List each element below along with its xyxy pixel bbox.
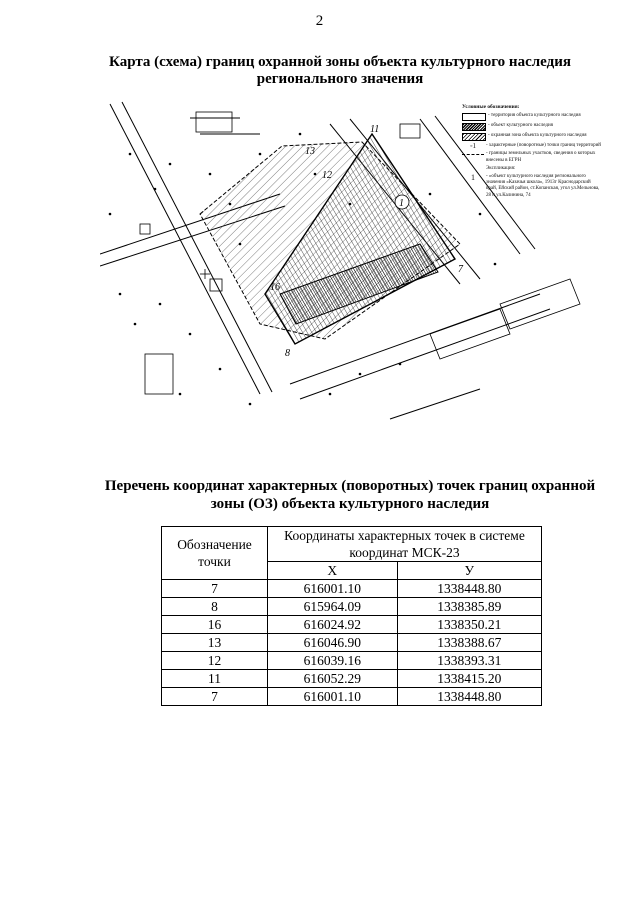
point-label-13: 13 xyxy=(305,146,315,157)
cell-point: 16 xyxy=(162,616,268,634)
header-coords: Координаты характерных точек в системе координат МСК-23 xyxy=(268,527,542,562)
point-label-8: 8 xyxy=(285,348,290,359)
header-x: X xyxy=(268,562,398,580)
cell-y: 1338393.31 xyxy=(397,652,542,670)
point-label-11: 11 xyxy=(370,124,380,135)
legend-item xyxy=(462,174,602,199)
legend-item xyxy=(462,151,602,163)
legend-circle-icon: 1 xyxy=(471,173,475,183)
cell-x: 616001.10 xyxy=(268,688,398,706)
table-row xyxy=(162,670,542,688)
map-title-line-1: Карта (схема) границ охранной зоны объекта культурного наследия xyxy=(109,54,571,70)
cell-point: 8 xyxy=(162,598,268,616)
cell-x: 616024.92 xyxy=(268,616,398,634)
legend-title: Условные обозначения: xyxy=(462,104,520,110)
cell-point: 13 xyxy=(162,634,268,652)
legend-swatch-object xyxy=(462,123,486,131)
map-title-line-2: регионального значения xyxy=(256,71,424,87)
cell-x: 616039.16 xyxy=(268,652,398,670)
cell-y: 1338415.20 xyxy=(397,670,542,688)
cell-y: 1338388.67 xyxy=(397,634,542,652)
header-y: У xyxy=(397,562,542,580)
table-row xyxy=(162,652,542,670)
legend-label: - объект культурного наследия xyxy=(488,123,553,129)
cell-x: 616052.29 xyxy=(268,670,398,688)
table-row xyxy=(162,598,542,616)
cross-marker xyxy=(200,269,210,279)
legend-swatch-zone xyxy=(462,133,486,141)
legend-label: - охранная зона объекта культурного наследия xyxy=(488,133,587,139)
legend-item xyxy=(462,133,602,141)
legend-swatch-territory xyxy=(462,113,486,121)
cell-y: 1338448.80 xyxy=(397,580,542,598)
cell-point: 12 xyxy=(162,652,268,670)
map-title xyxy=(90,54,590,88)
legend-item xyxy=(462,123,602,131)
table-body xyxy=(162,580,542,706)
legend-label: Экспликация: xyxy=(486,165,516,171)
legend-label: - «объект культурного наследия регионального значения «Казачья школа», 1913г Краснодарский край, Ейский район, ст.Копанская, угол ул.Мельнова, 28 и ул.Калинина, 74 xyxy=(486,174,600,198)
legend-item xyxy=(462,166,602,172)
legend-item xyxy=(462,113,602,121)
point-label-12: 12 xyxy=(322,170,332,181)
cell-point: 7 xyxy=(162,688,268,706)
cell-x: 615964.09 xyxy=(268,598,398,616)
cell-x: 616001.10 xyxy=(268,580,398,598)
object-number-marker xyxy=(395,195,409,209)
cell-x: 616046.90 xyxy=(268,634,398,652)
legend-label: - границы земельных участков, сведения о которых внесены в ЕГРН xyxy=(486,151,596,163)
legend-label: - территория объекта культурного наследия xyxy=(488,113,581,119)
point-label-7: 7 xyxy=(458,264,463,275)
coords-title-line-2: зоны (ОЗ) объекта культурного наследия xyxy=(210,496,490,512)
cell-y: 1338448.80 xyxy=(397,688,542,706)
legend-point-icon: ◦1 xyxy=(470,142,476,151)
cell-point: 7 xyxy=(162,580,268,598)
legend-item xyxy=(462,143,602,149)
legend-swatch-plot-boundary xyxy=(462,154,484,155)
coords-title xyxy=(95,477,605,513)
table-row xyxy=(162,634,542,652)
coords-title-line-1: Перечень координат характерных (поворотных) точек границ охранной xyxy=(104,478,596,494)
cell-y: 1338385.89 xyxy=(397,598,542,616)
point-label-16: 16 xyxy=(270,282,280,293)
table-row xyxy=(162,580,542,598)
table-row xyxy=(162,688,542,706)
map-legend xyxy=(462,104,602,201)
object-number: 1 xyxy=(399,198,404,209)
header-point: Обозначение точки xyxy=(162,527,268,580)
table-row xyxy=(162,616,542,634)
coordinates-table xyxy=(161,526,542,706)
cell-y: 1338350.21 xyxy=(397,616,542,634)
page-number: 2 xyxy=(315,13,324,29)
cell-point: 11 xyxy=(162,670,268,688)
legend-label: - характерные (поворотные) точки границ территорий xyxy=(486,143,601,149)
